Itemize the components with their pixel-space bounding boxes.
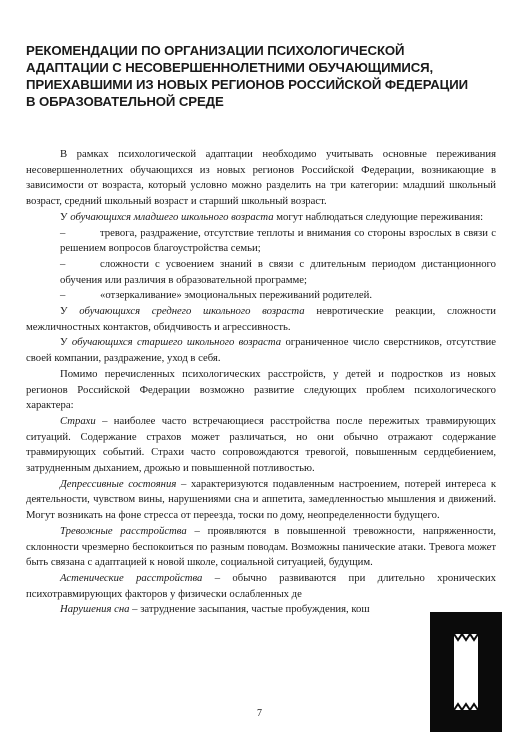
text-segment: могут наблюдаться следующие переживания:: [273, 210, 484, 223]
problem-term: Астенические расстройства: [60, 571, 203, 584]
list-item-text: сложности с усвоением знаний в связи с длительным периодом дистанционного обучения или различия в образовательной программе;: [60, 257, 496, 286]
title-line: ПРИЕХАВШИМИ ИЗ НОВЫХ РЕГИОНОВ РОССИЙСКОЙ ФЕДЕРАЦИИ: [26, 77, 468, 92]
problem-term: Тревожные расстройства: [60, 524, 187, 537]
list-item: [26, 226, 496, 257]
title-line: В ОБРАЗОВАТЕЛЬНОЙ СРЕДЕ: [26, 94, 224, 109]
problem-term: Страхи: [60, 414, 96, 427]
dash-marker: –: [60, 226, 66, 239]
intro-paragraph: В рамках психологической адаптации необходимо учитывать основные переживания несовершеннолетних обучающихся из новых регионов Российской Федерации, возникающие в зависимости от возраста, который условно можно разделить на три категории: младший школьный возраст, средний школьный возраст и старший школьный возраст.: [26, 148, 496, 208]
problem-paragraph: [26, 524, 496, 571]
junior-age-paragraph: [26, 210, 496, 226]
problem-paragraph: [26, 414, 496, 477]
problem-text: – затруднение засыпания, частые пробуждения, кош: [129, 603, 370, 616]
page-number: 7: [257, 708, 262, 719]
possible-problems-paragraph: Помимо перечисленных психологических расстройств, у детей и подростков из новых регионов Российской Федерации возможно развитие следующих проблем психологического характера:: [26, 367, 496, 412]
problem-paragraph: [26, 571, 496, 602]
list-item: [26, 288, 496, 304]
text-segment: У: [60, 336, 72, 349]
problem-text: – обычно развиваются при длительно хронических психотравмирующих факторов у физически ослабленных де: [26, 571, 496, 600]
list-item-text: «отзеркаливание» эмоциональных переживаний родителей.: [100, 289, 373, 302]
text-segment: У: [60, 305, 80, 318]
problem-paragraph: [26, 477, 496, 524]
list-item-text: тревога, раздражение, отсутствие теплоты и внимания со стороны взрослых в связи с решением вопросов благоустройства семьи;: [60, 226, 496, 255]
middle-age-paragraph: [26, 304, 496, 335]
emphasis-term: обучающихся старшего школьного возраста: [71, 336, 282, 349]
dash-marker: –: [60, 289, 66, 302]
text-segment: У: [60, 210, 71, 223]
zero-glyph-icon: [430, 612, 502, 732]
title-line: РЕКОМЕНДАЦИИ ПО ОРГАНИЗАЦИИ ПСИХОЛОГИЧЕСКОЙ: [26, 43, 405, 58]
emphasis-term: обучающихся младшего школьного возраста: [70, 210, 274, 223]
text-segment: невротические реакции, сложности межличностных контактов, обидчивость и агрессивность.: [26, 305, 496, 333]
problem-term: Нарушения сна: [60, 603, 130, 616]
problem-term: Депрессивные состояния: [60, 477, 177, 490]
corner-overlay: [430, 612, 502, 732]
document-body: [26, 147, 496, 618]
dash-marker: –: [60, 257, 66, 270]
senior-age-paragraph: [26, 335, 496, 366]
problem-text: – проявляются в повышенной тревожности, напряженности, склонности чрезмерно беспокоиться по разным поводам. Возможны панические атаки. Тревога может быть связана с адаптацией к новой школе, социальной ситуацией, будущим.: [26, 524, 496, 569]
problem-paragraph: [26, 602, 496, 618]
page-title: [26, 42, 496, 110]
problem-text: – характеризуются подавленным настроением, потерей интереса к деятельности, чувством вины, нарушениями сна и аппетита, замедленностью мышления и движений. Могут возникать на фоне стресса от переезда, тоски по дому, неопределенности будущего.: [26, 477, 497, 522]
emphasis-term: обучающихся среднего школьного возраста: [79, 305, 305, 318]
list-item: [26, 257, 496, 288]
problem-text: – наиболее часто встречающиеся расстройства после пережитых травмирующих ситуаций. Содержание страхов может различаться, но они обычно отражают содержание травмирующих событий. Страхи часто сопровождаются тревогой, повышенным сердцебиением, затрудненным дыханием, дрожью и повышенной потливостью.: [26, 414, 496, 475]
title-line: АДАПТАЦИИ С НЕСОВЕРШЕННОЛЕТНИМИ ОБУЧАЮЩИМИСЯ,: [26, 60, 434, 75]
text-segment: ограниченное число сверстников, отсутствие своей компании, раздражение, уход в себя.: [26, 336, 496, 365]
